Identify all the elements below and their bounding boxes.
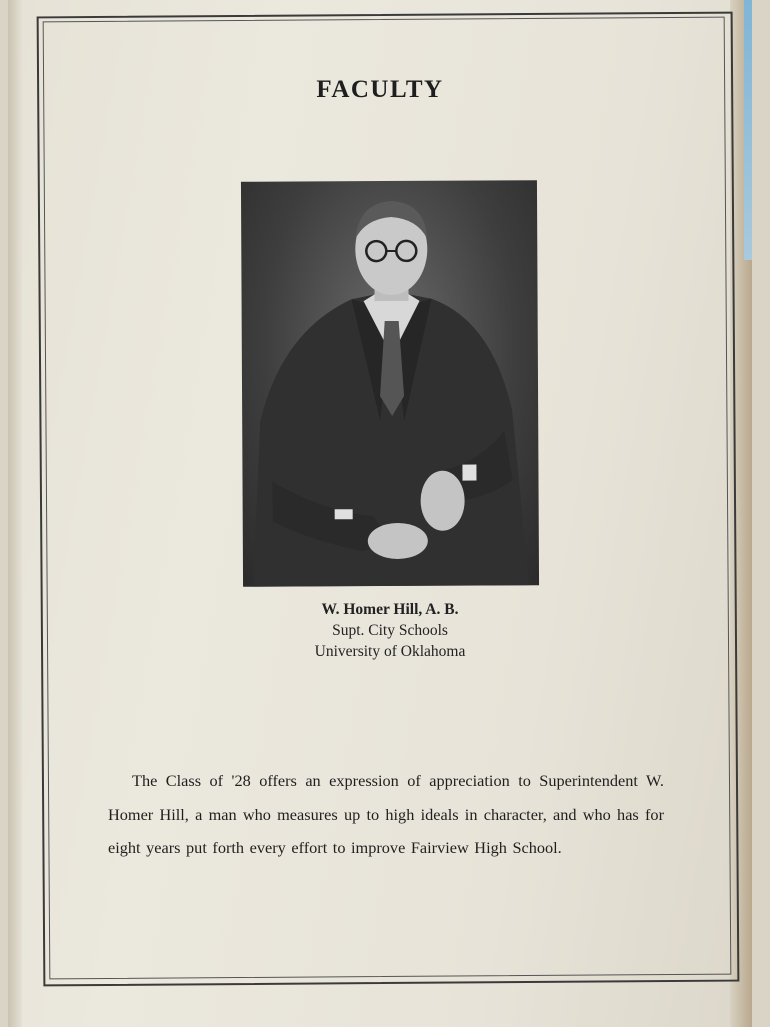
portrait-figure [241,180,539,587]
binding-edge [8,0,22,1027]
portrait-name: W. Homer Hill, A. B. [321,601,459,618]
background-strip [744,0,752,260]
page-title: FACULTY [316,76,444,103]
tribute-paragraph: The Class of '28 offers an expression of appreciation to Superintendent W. Homer Hill, a man who measures up to high ideals in character, and who has for eight years put forth every effort to improve Fairview High School. [108,771,664,857]
portrait-photo [241,180,539,587]
portrait-position: Supt. City Schools [332,622,448,639]
portrait-university: University of Oklahoma [314,643,466,660]
